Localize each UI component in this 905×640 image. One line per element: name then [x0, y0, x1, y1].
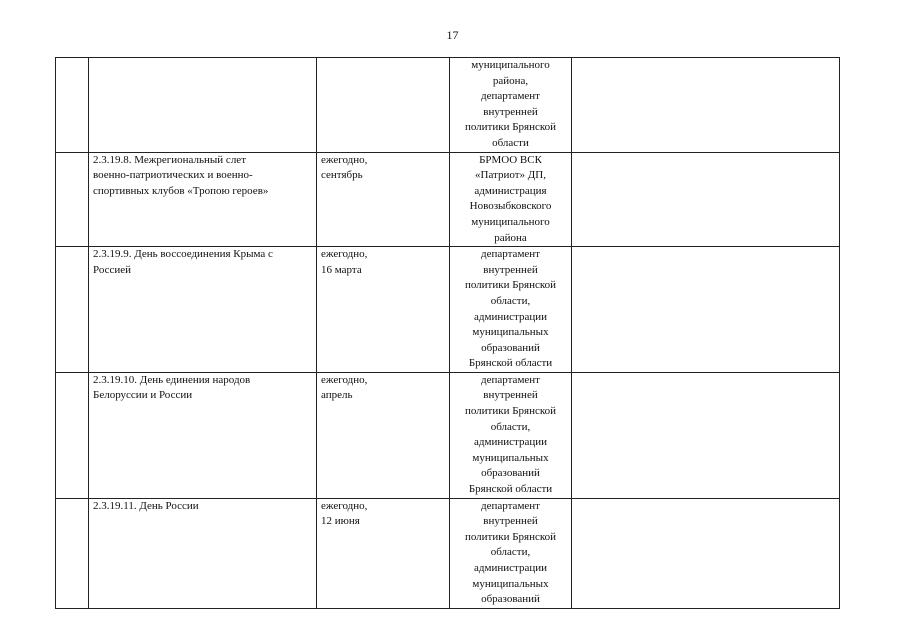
event-name-cell: 2.3.19.10. День единения народов Белоруссии и России [89, 372, 317, 498]
responsible-cell: департамент внутренней политики Брянской области, администрации муниципальных образований Брянской области [450, 372, 572, 498]
event-term-cell [317, 58, 450, 153]
table-row [56, 372, 840, 498]
event-term-cell: ежегодно, апрель [317, 372, 450, 498]
index-cell [56, 58, 89, 153]
event-term-cell: ежегодно, 12 июня [317, 498, 450, 608]
index-cell [56, 372, 89, 498]
table-row [56, 58, 840, 153]
responsible-cell: БРМОО ВСК «Патриот» ДП, администрация Новозыбковского муниципального района [450, 152, 572, 247]
responsible-cell: департамент внутренней политики Брянской области, администрации муниципальных образований [450, 498, 572, 608]
table-row [56, 498, 840, 608]
event-term-cell: ежегодно, 16 марта [317, 247, 450, 373]
notes-cell [572, 58, 840, 153]
index-cell [56, 498, 89, 608]
index-cell [56, 247, 89, 373]
notes-cell [572, 372, 840, 498]
responsible-cell: муниципального района, департамент внутренней политики Брянской области [450, 58, 572, 153]
event-term-cell: ежегодно, сентябрь [317, 152, 450, 247]
table-row [56, 247, 840, 373]
event-name-cell [89, 58, 317, 153]
table-row [56, 152, 840, 247]
notes-cell [572, 152, 840, 247]
page-number: 17 [446, 28, 459, 42]
notes-cell [572, 498, 840, 608]
responsible-cell: департамент внутренней политики Брянской области, администрации муниципальных образований Брянской области [450, 247, 572, 373]
event-name-cell: 2.3.19.11. День России [89, 498, 317, 608]
event-name-cell: 2.3.19.9. День воссоединения Крыма с Россией [89, 247, 317, 373]
notes-cell [572, 247, 840, 373]
index-cell [56, 152, 89, 247]
event-name-cell: 2.3.19.8. Межрегиональный слет военно-патриотических и военно- спортивных клубов «Тропою героев» [89, 152, 317, 247]
events-table [55, 57, 840, 609]
